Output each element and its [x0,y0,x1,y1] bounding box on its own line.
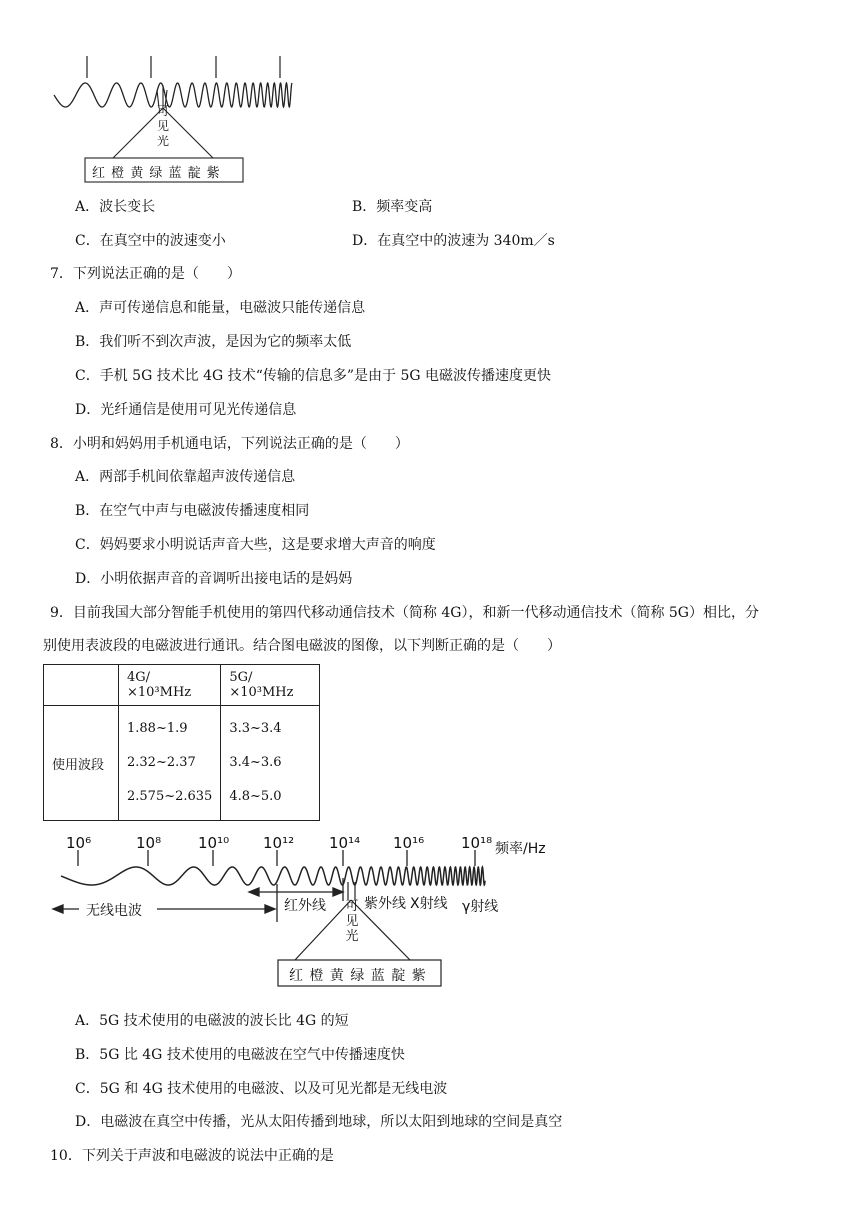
frequency-axis-label: 频率/Hz [495,841,546,857]
band-4g-3: 2.575~2.635 [127,789,213,804]
band-5g-2: 3.4~3.6 [229,755,282,770]
visible-char-2: 见 [156,119,169,133]
infrared-label: 红外线 [284,898,326,914]
q6-option-a[interactable]: A．波长变长 [75,199,156,215]
q9-stem-line2: 别使用表波段的电磁波进行通讯。结合图电磁波的图像，以下判断正确的是（ ） [43,638,561,654]
q7-stem: 7．下列说法正确的是（ ） [50,266,241,282]
tick-label-1e14: 10¹⁴ [329,834,361,852]
band-4g-1: 1.88~1.9 [127,721,188,736]
tick-label-1e10: 10¹⁰ [198,834,230,852]
q9-option-a[interactable]: A．5G 技术使用的电磁波的波长比 4G 的短 [75,1013,349,1029]
band-5g-3: 4.8~5.0 [229,789,282,804]
band-table [43,664,320,821]
tick-marks [87,56,280,78]
em-wave [54,83,292,107]
visible-char-1: 可 [345,899,359,914]
visible-light-label-top [156,104,170,149]
header-5g: 5G/×10³MHz [221,665,320,706]
tick-label-1e12: 10¹² [263,834,295,852]
q7-option-a[interactable]: A．声可传递信息和能量，电磁波只能传递信息 [75,300,366,316]
bands-4g-cell [119,706,221,821]
band-table-row [44,706,320,821]
spectrum-colors-label: 红 橙 黄 绿 蓝 靛 紫 [289,968,427,984]
q8-stem: 8．小明和妈妈用手机通电话，下列说法正确的是（ ） [50,436,409,452]
q8-option-d[interactable]: D．小明依据声音的音调听出接电话的是妈妈 [75,571,353,587]
q6-option-b[interactable]: B．频率变高 [352,199,433,215]
band-table-header [44,665,320,706]
tick-label-1e18: 10¹⁸ [461,834,493,852]
header-empty-cell [44,665,119,706]
q6-option-d[interactable]: D．在真空中的波速为 340m／s [352,233,555,249]
tick-label-1e16: 10¹⁶ [393,834,425,852]
q8-option-c[interactable]: C．妈妈要求小明说话声音大些，这是要求增大声音的响度 [75,537,436,553]
q9-option-b[interactable]: B．5G 比 4G 技术使用的电磁波在空气中传播速度快 [75,1047,405,1063]
spectrum-wave [61,867,485,885]
radio-wave-label: 无线电波 [86,903,142,919]
q7-option-c[interactable]: C．手机 5G 技术比 4G 技术“传输的信息多”是由于 5G 电磁波传播速度更快 [75,368,551,384]
spectrum-tick-lines [78,850,475,866]
ultraviolet-label: 紫外线 [364,896,406,912]
visible-char-3: 光 [156,134,169,148]
colors-label-top: 红 橙 黄 绿 蓝 靛 紫 [92,166,221,181]
visible-light-label [345,899,359,944]
band-5g-1: 3.3~3.4 [229,721,282,736]
header-4g: 4G/×10³MHz [119,665,221,706]
q10-stem: 10．下列关于声波和电磁波的说法中正确的是 [50,1148,334,1164]
q6-option-c[interactable]: C．在真空中的波速变小 [75,233,226,249]
q8-option-b[interactable]: B．在空气中声与电磁波传播速度相同 [75,503,310,519]
q7-option-d[interactable]: D．光纤通信是使用可见光传递信息 [75,402,297,418]
visible-char-1: 可 [156,104,169,118]
visible-char-2: 见 [345,914,359,929]
bands-5g-cell [221,706,320,821]
gamma-ray-label: γ射线 [462,899,499,915]
row-label: 使用波段 [44,706,119,821]
q7-option-b[interactable]: B．我们听不到次声波，是因为它的频率太低 [75,334,352,350]
tick-label-1e8: 10⁸ [136,834,162,852]
band-4g-2: 2.32~2.37 [127,755,196,770]
q9-option-d[interactable]: D．电磁波在真空中传播，光从太阳传播到地球，所以太阳到地球的空间是真空 [75,1114,563,1130]
xray-label: X射线 [410,896,448,912]
tick-label-1e6: 10⁶ [66,834,92,852]
q9-stem-line1: 9．目前我国大部分智能手机使用的第四代移动通信技术（简称 4G），和新一代移动通信技术（简称 5G）相比，分 [50,605,759,621]
visible-char-3: 光 [345,929,359,944]
q8-option-a[interactable]: A．两部手机间依靠超声波传递信息 [75,469,296,485]
q9-option-c[interactable]: C．5G 和 4G 技术使用的电磁波、以及可见光都是无线电波 [75,1081,448,1097]
